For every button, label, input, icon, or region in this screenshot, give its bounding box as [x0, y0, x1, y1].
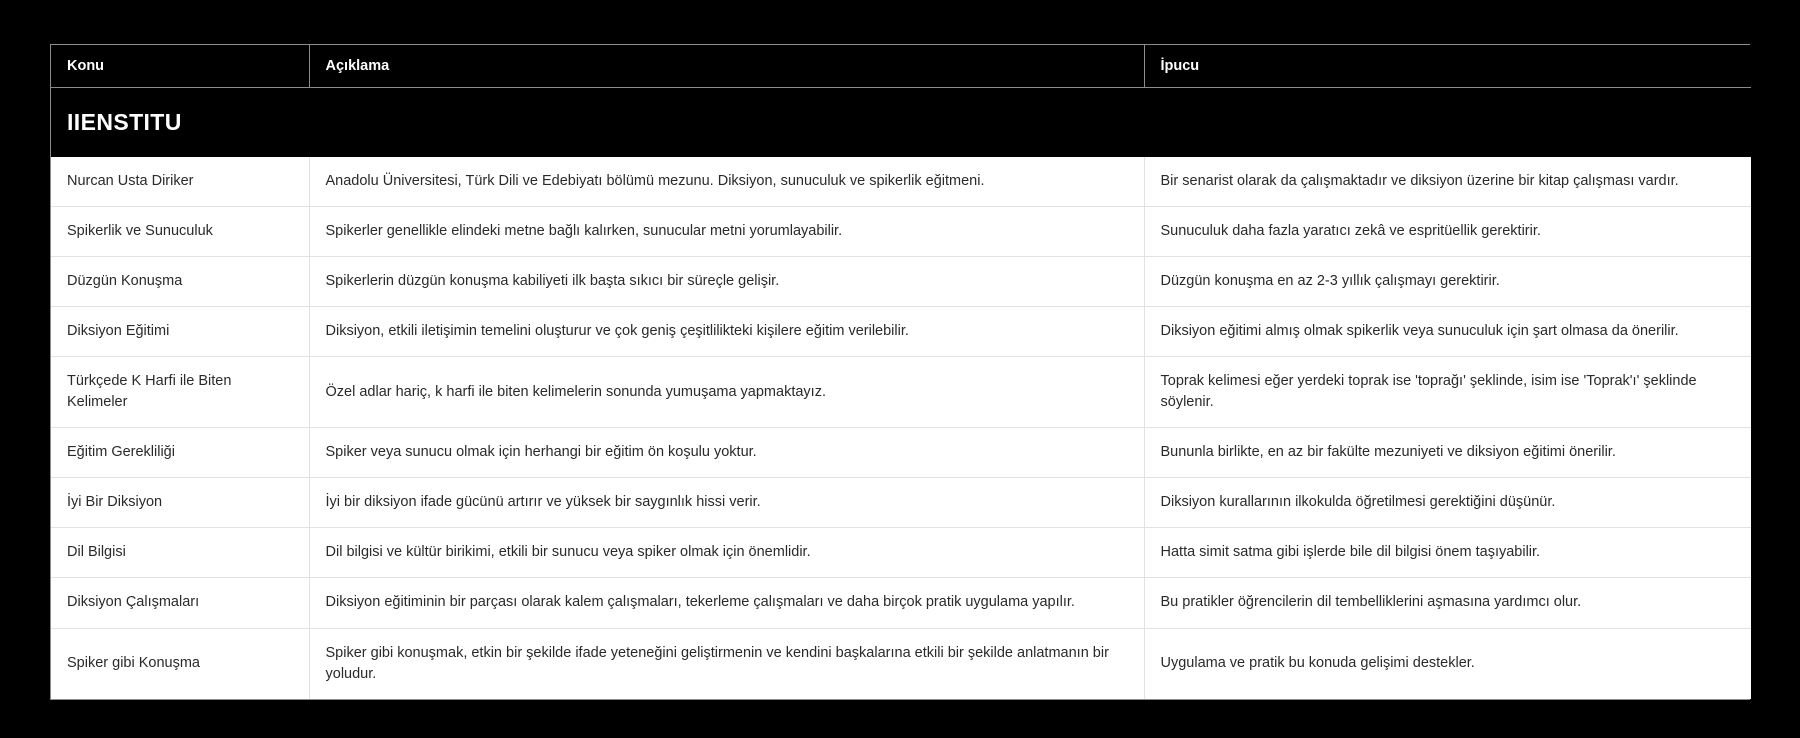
cell-konu: Spikerlik ve Sunuculuk [51, 207, 309, 257]
table-rows [51, 157, 1751, 698]
cell-konu: İyi Bir Diksiyon [51, 478, 309, 528]
cell-aciklama: Diksiyon eğitiminin bir parçası olarak kalem çalışmaları, tekerleme çalışmaları ve daha birçok pratik uygulama yapılır. [309, 578, 1144, 628]
info-table [51, 45, 1751, 699]
table-row [51, 257, 1751, 307]
table-row [51, 207, 1751, 257]
cell-ipucu: Bununla birlikte, en az bir fakülte mezuniyeti ve diksiyon eğitimi önerilir. [1144, 428, 1751, 478]
cell-aciklama: Spikerlerin düzgün konuşma kabiliyeti ilk başta sıkıcı bir süreçle gelişir. [309, 257, 1144, 307]
cell-konu: Dil Bilgisi [51, 528, 309, 578]
table-row [51, 578, 1751, 628]
table-row [51, 628, 1751, 699]
cell-ipucu: Sunuculuk daha fazla yaratıcı zekâ ve espritüellik gerektirir. [1144, 207, 1751, 257]
column-header-aciklama: Açıklama [309, 45, 1144, 88]
info-table-container [50, 44, 1750, 700]
cell-ipucu: Uygulama ve pratik bu konuda gelişimi destekler. [1144, 628, 1751, 699]
column-header-konu: Konu [51, 45, 309, 88]
table-row [51, 528, 1751, 578]
table-row [51, 357, 1751, 428]
cell-aciklama: Özel adlar hariç, k harfi ile biten kelimelerin sonunda yumuşama yapmaktayız. [309, 357, 1144, 428]
cell-ipucu: Hatta simit satma gibi işlerde bile dil bilgisi önem taşıyabilir. [1144, 528, 1751, 578]
column-header-ipucu: İpucu [1144, 45, 1751, 88]
cell-ipucu: Diksiyon eğitimi almış olmak spikerlik veya sunuculuk için şart olmasa da önerilir. [1144, 307, 1751, 357]
cell-aciklama: Spikerler genellikle elindeki metne bağlı kalırken, sunucular metni yorumlayabilir. [309, 207, 1144, 257]
table-row [51, 428, 1751, 478]
cell-konu: Düzgün Konuşma [51, 257, 309, 307]
cell-konu: Nurcan Usta Diriker [51, 157, 309, 207]
cell-ipucu: Toprak kelimesi eğer yerdeki toprak ise 'toprağı' şeklinde, isim ise 'Toprak'ı' şeklinde söylenir. [1144, 357, 1751, 428]
page-title: IIENSTITU [51, 88, 1751, 158]
table-row [51, 157, 1751, 207]
cell-ipucu: Diksiyon kurallarının ilkokulda öğretilmesi gerektiğini düşünür. [1144, 478, 1751, 528]
cell-ipucu: Düzgün konuşma en az 2-3 yıllık çalışmayı gerektirir. [1144, 257, 1751, 307]
table-header [51, 45, 1751, 88]
cell-aciklama: Dil bilgisi ve kültür birikimi, etkili bir sunucu veya spiker olmak için önemlidir. [309, 528, 1144, 578]
cell-aciklama: İyi bir diksiyon ifade gücünü artırır ve yüksek bir saygınlık hissi verir. [309, 478, 1144, 528]
cell-aciklama: Anadolu Üniversitesi, Türk Dili ve Edebiyatı bölümü mezunu. Diksiyon, sunuculuk ve spikerlik eğitmeni. [309, 157, 1144, 207]
cell-aciklama: Diksiyon, etkili iletişimin temelini oluşturur ve çok geniş çeşitlilikteki kişilere eğitim verilebilir. [309, 307, 1144, 357]
cell-konu: Spiker gibi Konuşma [51, 628, 309, 699]
table-row [51, 478, 1751, 528]
table-header-row [51, 45, 1751, 88]
cell-konu: Diksiyon Çalışmaları [51, 578, 309, 628]
cell-aciklama: Spiker veya sunucu olmak için herhangi bir eğitim ön koşulu yoktur. [309, 428, 1144, 478]
cell-ipucu: Bu pratikler öğrencilerin dil tembelliklerini aşmasına yardımcı olur. [1144, 578, 1751, 628]
cell-aciklama: Spiker gibi konuşmak, etkin bir şekilde ifade yeteneğini geliştirmenin ve kendini başkalarına etkili bir şekilde anlatmanın bir yoludur. [309, 628, 1144, 699]
table-body [51, 88, 1751, 158]
cell-konu: Türkçede K Harfi ile Biten Kelimeler [51, 357, 309, 428]
table-row [51, 307, 1751, 357]
cell-konu: Diksiyon Eğitimi [51, 307, 309, 357]
table-title-row [51, 88, 1751, 158]
cell-ipucu: Bir senarist olarak da çalışmaktadır ve diksiyon üzerine bir kitap çalışması vardır. [1144, 157, 1751, 207]
cell-konu: Eğitim Gerekliliği [51, 428, 309, 478]
